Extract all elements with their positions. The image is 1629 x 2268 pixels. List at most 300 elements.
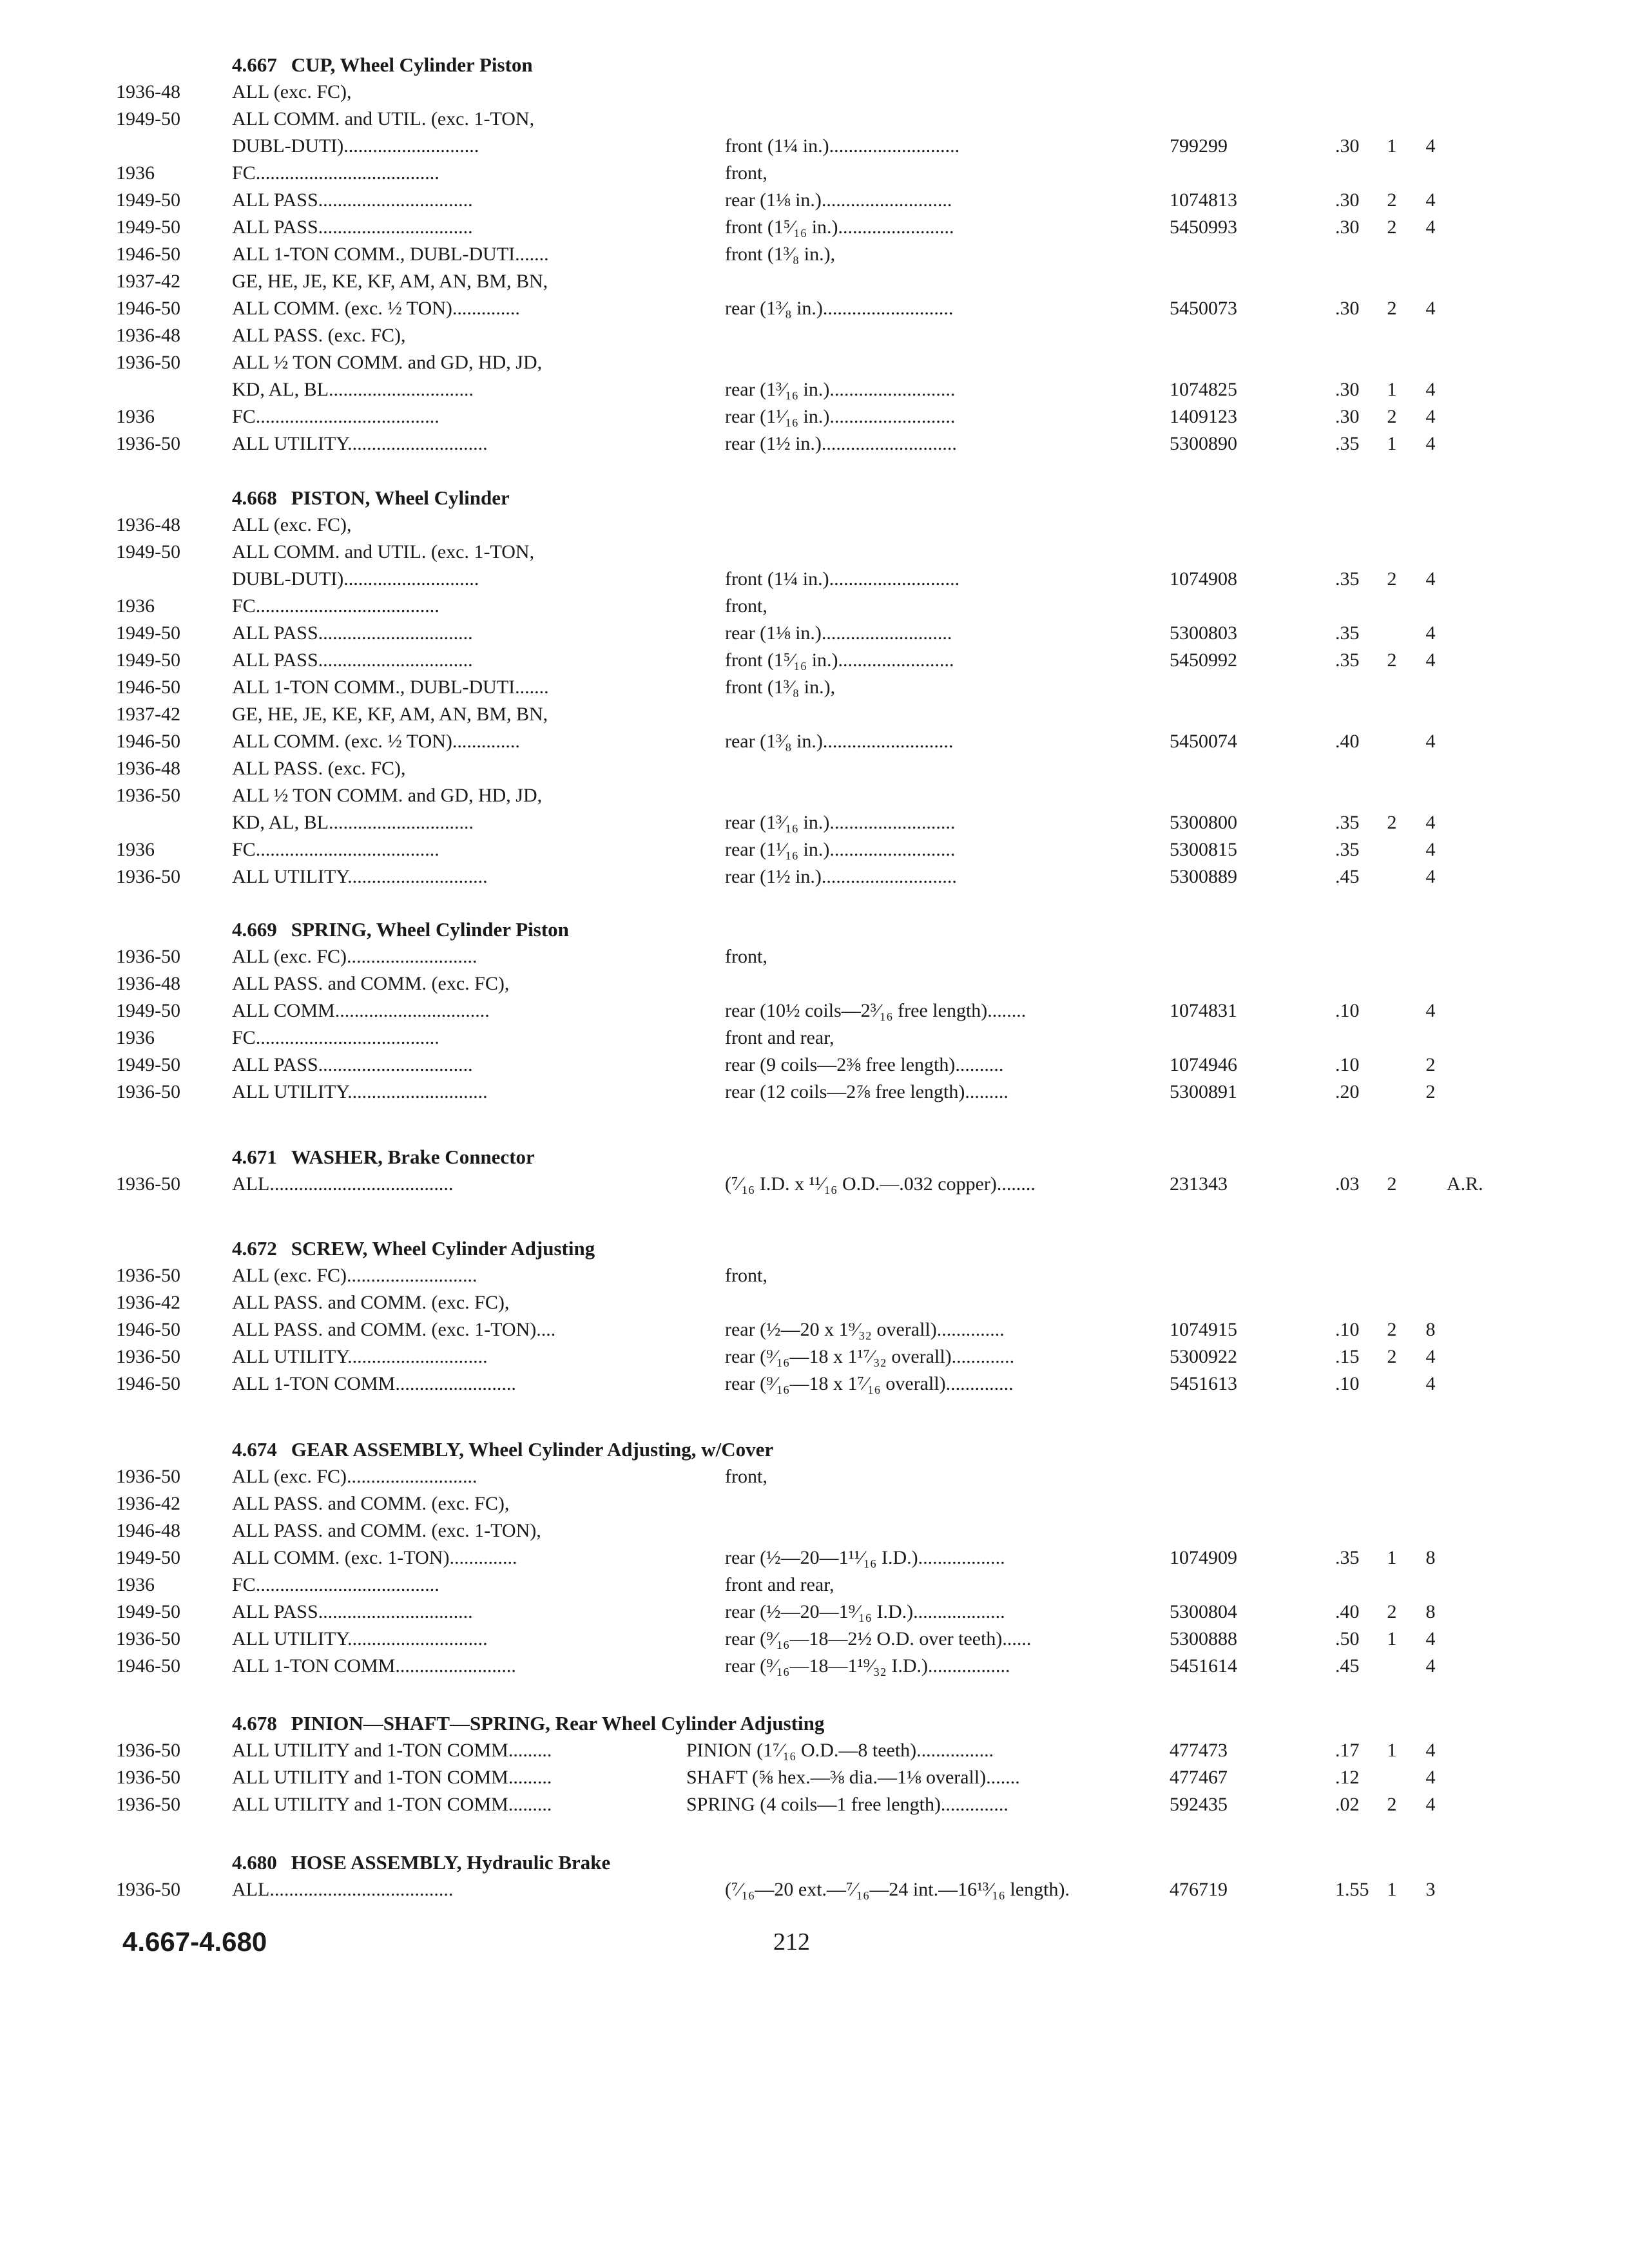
- model-years: 1936: [116, 1574, 155, 1595]
- applicable-models: ALL UTILITY and 1-TON COMM.........: [232, 1767, 552, 1788]
- parts-row: [0, 214, 1629, 241]
- quantity-package: 2: [1387, 1346, 1397, 1367]
- applicable-models: FC......................................: [232, 839, 439, 860]
- quantity-per-vehicle: A.R.: [1447, 1173, 1483, 1195]
- quantity-per-vehicle: 4: [1425, 839, 1436, 860]
- model-years: 1946-50: [116, 298, 180, 319]
- part-description: front (1⁵⁄₁₆ in.)........................: [725, 649, 954, 671]
- list-price: .30: [1335, 216, 1360, 238]
- model-years: 1936: [116, 162, 155, 184]
- model-years: 1936-50: [116, 946, 180, 967]
- quantity-package: 1: [1387, 1628, 1397, 1649]
- parts-row: [0, 160, 1629, 187]
- part-number: 5451614: [1170, 1655, 1237, 1677]
- parts-row: [0, 403, 1629, 430]
- parts-row: [0, 349, 1629, 376]
- applicable-models: ALL UTILITY and 1-TON COMM.........: [232, 1794, 552, 1815]
- part-description: rear (⁹⁄₁₆—18—1¹⁹⁄₃₂ I.D.).................: [725, 1655, 1010, 1677]
- part-description: front,: [725, 162, 767, 184]
- model-years: 1946-50: [116, 1319, 180, 1340]
- applicable-models: ALL UTILITY.............................: [232, 866, 488, 887]
- parts-row: [0, 1262, 1629, 1289]
- applicable-models: DUBL-DUTI)............................: [232, 568, 479, 590]
- applicable-models: ALL PASS................................: [232, 649, 473, 671]
- section-number: 4.669: [232, 918, 277, 941]
- applicable-models: ALL 1-TON COMM., DUBL-DUTI.......: [232, 677, 549, 698]
- list-price: .12: [1335, 1767, 1360, 1788]
- parts-row: [0, 79, 1629, 106]
- quantity-per-vehicle: 4: [1425, 1767, 1436, 1788]
- model-years: 1949-50: [116, 1547, 180, 1568]
- part-description: (⁷⁄₁₆ I.D. x ¹¹⁄₁₆ O.D.—.032 copper)........: [725, 1173, 1036, 1195]
- parts-row: [0, 647, 1629, 674]
- part-number: 5450074: [1170, 731, 1237, 752]
- section-range: 4.667-4.680: [122, 1927, 267, 1957]
- section-title: PINION—SHAFT—SPRING, Rear Wheel Cylinder Adjusting: [291, 1712, 825, 1735]
- part-number: 5300800: [1170, 812, 1237, 833]
- section-number: 4.672: [232, 1237, 277, 1260]
- quantity-package: 1: [1387, 433, 1397, 454]
- quantity-package: 2: [1387, 1601, 1397, 1622]
- section-heading: [232, 1235, 595, 1262]
- parts-row: [0, 1343, 1629, 1370]
- applicable-models: ALL PASS. and COMM. (exc. FC),: [232, 973, 510, 994]
- list-price: .35: [1335, 568, 1360, 590]
- quantity-package: 1: [1387, 1547, 1397, 1568]
- part-number: 5300922: [1170, 1346, 1237, 1367]
- applicable-models: ALL PASS................................: [232, 622, 473, 644]
- applicable-models: DUBL-DUTI)............................: [232, 135, 479, 157]
- parts-row: [0, 1791, 1629, 1818]
- list-price: .10: [1335, 1373, 1360, 1394]
- part-description: front,: [725, 1466, 767, 1487]
- section-heading: [232, 52, 533, 79]
- list-price: .35: [1335, 649, 1360, 671]
- part-number: 5300803: [1170, 622, 1237, 644]
- model-years: 1936-50: [116, 1173, 180, 1195]
- section-heading: [232, 485, 510, 512]
- applicable-models: ALL PASS. and COMM. (exc. FC),: [232, 1493, 510, 1514]
- part-description: rear (1³⁄₈ in.)...........................: [725, 298, 954, 319]
- parts-row: [0, 943, 1629, 970]
- model-years: 1946-48: [116, 1520, 180, 1541]
- quantity-per-vehicle: 4: [1425, 189, 1436, 211]
- quantity-package: 1: [1387, 1879, 1397, 1900]
- quantity-per-vehicle: 4: [1425, 406, 1436, 427]
- part-description: rear (10½ coils—2³⁄₁₆ free length)........: [725, 1000, 1027, 1021]
- section-number: 4.674: [232, 1438, 277, 1461]
- quantity-package: 2: [1387, 406, 1397, 427]
- model-years: 1936: [116, 406, 155, 427]
- quantity-package: 2: [1387, 812, 1397, 833]
- model-years: 1936-50: [116, 1628, 180, 1649]
- part-number: 476719: [1170, 1879, 1228, 1900]
- list-price: .45: [1335, 866, 1360, 887]
- list-price: .50: [1335, 1628, 1360, 1649]
- quantity-per-vehicle: 4: [1425, 568, 1436, 590]
- part-description: front (1⁵⁄₁₆ in.)........................: [725, 216, 954, 238]
- list-price: .15: [1335, 1346, 1360, 1367]
- section-number: 4.667: [232, 53, 277, 76]
- part-description: SHAFT (⅝ hex.—⅜ dia.—1⅛ overall).......: [686, 1767, 1020, 1788]
- parts-row: [0, 863, 1629, 890]
- quantity-per-vehicle: 4: [1425, 379, 1436, 400]
- model-years: 1949-50: [116, 216, 180, 238]
- list-price: .35: [1335, 433, 1360, 454]
- applicable-models: ALL PASS................................: [232, 189, 473, 211]
- parts-row: [0, 620, 1629, 647]
- quantity-per-vehicle: 4: [1425, 216, 1436, 238]
- part-number: 5300815: [1170, 839, 1237, 860]
- quantity-per-vehicle: 4: [1425, 298, 1436, 319]
- applicable-models: ALL COMM. and UTIL. (exc. 1-TON,: [232, 108, 535, 130]
- part-description: rear (1³⁄₈ in.)...........................: [725, 731, 954, 752]
- parts-row: [0, 512, 1629, 539]
- model-years: 1949-50: [116, 622, 180, 644]
- applicable-models: FC......................................: [232, 1027, 439, 1048]
- part-description: rear (½—20—1¹¹⁄₁₆ I.D.)..................: [725, 1547, 1005, 1568]
- list-price: .30: [1335, 189, 1360, 211]
- parts-row: [0, 1571, 1629, 1599]
- list-price: .35: [1335, 622, 1360, 644]
- list-price: .03: [1335, 1173, 1360, 1195]
- parts-row: [0, 1316, 1629, 1343]
- list-price: 1.55: [1335, 1879, 1369, 1900]
- applicable-models: ALL......................................: [232, 1173, 454, 1195]
- applicable-models: ALL COMM................................: [232, 1000, 490, 1021]
- part-description: rear (½—20—1⁹⁄₁₆ I.D.)...................: [725, 1601, 1005, 1622]
- model-years: 1936-48: [116, 325, 180, 346]
- applicable-models: ALL PASS................................: [232, 1054, 473, 1075]
- section-heading: [232, 1710, 824, 1737]
- applicable-models: ALL 1-TON COMM., DUBL-DUTI.......: [232, 244, 549, 265]
- parts-row: [0, 539, 1629, 566]
- parts-row: [0, 970, 1629, 997]
- model-years: 1949-50: [116, 541, 180, 562]
- model-years: 1936-50: [116, 866, 180, 887]
- quantity-per-vehicle: 4: [1425, 433, 1436, 454]
- part-number: 5300891: [1170, 1081, 1237, 1102]
- page-number: 212: [773, 1928, 810, 1956]
- applicable-models: ALL (exc. FC)...........................: [232, 946, 477, 967]
- model-years: 1949-50: [116, 1000, 180, 1021]
- parts-row: [0, 241, 1629, 268]
- applicable-models: ALL UTILITY.............................: [232, 433, 488, 454]
- applicable-models: KD, AL, BL..............................: [232, 812, 474, 833]
- part-description: SPRING (4 coils—1 free length)..............: [686, 1794, 1008, 1815]
- model-years: 1937-42: [116, 704, 180, 725]
- list-price: .10: [1335, 1054, 1360, 1075]
- quantity-per-vehicle: 4: [1425, 1794, 1436, 1815]
- part-description: rear (⁹⁄₁₆—18 x 1⁷⁄₁₆ overall)..............: [725, 1373, 1014, 1394]
- part-number: 5450073: [1170, 298, 1237, 319]
- list-price: .30: [1335, 379, 1360, 400]
- quantity-package: 2: [1387, 649, 1397, 671]
- quantity-per-vehicle: 4: [1425, 1740, 1436, 1761]
- model-years: 1936-48: [116, 758, 180, 779]
- list-price: .02: [1335, 1794, 1360, 1815]
- applicable-models: ALL 1-TON COMM.........................: [232, 1373, 516, 1394]
- section-title: HOSE ASSEMBLY, Hydraulic Brake: [291, 1851, 611, 1874]
- applicable-models: ALL PASS. and COMM. (exc. FC),: [232, 1292, 510, 1313]
- part-number: 592435: [1170, 1794, 1228, 1815]
- parts-row: [0, 1024, 1629, 1052]
- part-description: rear (12 coils—2⅞ free length).........: [725, 1081, 1008, 1102]
- quantity-package: 1: [1387, 1740, 1397, 1761]
- part-description: PINION (1⁷⁄₁₆ O.D.—8 teeth)................: [686, 1740, 994, 1761]
- model-years: 1936-50: [116, 1879, 180, 1900]
- parts-row: [0, 1653, 1629, 1680]
- parts-row: [0, 1171, 1629, 1198]
- part-number: 5300888: [1170, 1628, 1237, 1649]
- quantity-per-vehicle: 4: [1425, 1655, 1436, 1677]
- parts-row: [0, 106, 1629, 133]
- parts-row: [0, 1463, 1629, 1490]
- parts-row: [0, 1052, 1629, 1079]
- section-title: GEAR ASSEMBLY, Wheel Cylinder Adjusting, w/Cover: [291, 1438, 774, 1461]
- applicable-models: GE, HE, JE, KE, KF, AM, AN, BM, BN,: [232, 704, 548, 725]
- part-description: rear (⁹⁄₁₆—18—2½ O.D. over teeth)......: [725, 1628, 1032, 1649]
- applicable-models: FC......................................: [232, 595, 439, 617]
- quantity-per-vehicle: 4: [1425, 1373, 1436, 1394]
- part-description: front (1³⁄₈ in.),: [725, 244, 836, 265]
- part-number: 1409123: [1170, 406, 1237, 427]
- section-heading: [232, 1144, 535, 1171]
- quantity-per-vehicle: 3: [1425, 1879, 1436, 1900]
- applicable-models: ALL UTILITY.............................: [232, 1628, 488, 1649]
- model-years: 1936-50: [116, 1265, 180, 1286]
- list-price: .35: [1335, 812, 1360, 833]
- parts-row: [0, 1289, 1629, 1316]
- quantity-per-vehicle: 4: [1425, 866, 1436, 887]
- applicable-models: ALL COMM. (exc. ½ TON)..............: [232, 731, 520, 752]
- parts-row: [0, 430, 1629, 457]
- part-description: rear (1⅛ in.)...........................: [725, 622, 952, 644]
- quantity-per-vehicle: 2: [1425, 1054, 1436, 1075]
- list-price: .10: [1335, 1000, 1360, 1021]
- list-price: .30: [1335, 298, 1360, 319]
- section-heading: [232, 1436, 773, 1463]
- model-years: 1946-50: [116, 244, 180, 265]
- quantity-per-vehicle: 4: [1425, 731, 1436, 752]
- model-years: 1946-50: [116, 677, 180, 698]
- section-number: 4.671: [232, 1146, 277, 1168]
- applicable-models: GE, HE, JE, KE, KF, AM, AN, BM, BN,: [232, 271, 548, 292]
- parts-row: [0, 1490, 1629, 1517]
- applicable-models: ALL UTILITY.............................: [232, 1346, 488, 1367]
- parts-row: [0, 1876, 1629, 1903]
- quantity-package: 2: [1387, 216, 1397, 238]
- quantity-per-vehicle: 4: [1425, 135, 1436, 157]
- part-description: rear (½—20 x 1⁹⁄₃₂ overall)..............: [725, 1319, 1005, 1340]
- list-price: .40: [1335, 1601, 1360, 1622]
- model-years: 1936-50: [116, 1346, 180, 1367]
- quantity-per-vehicle: 8: [1425, 1547, 1436, 1568]
- model-years: 1936-42: [116, 1292, 180, 1313]
- parts-row: [0, 187, 1629, 214]
- part-description: rear (1³⁄₁₆ in.)..........................: [725, 379, 956, 400]
- model-years: 1946-50: [116, 731, 180, 752]
- model-years: 1936-50: [116, 352, 180, 373]
- quantity-per-vehicle: 4: [1425, 1628, 1436, 1649]
- model-years: 1936-48: [116, 514, 180, 535]
- part-number: 5450993: [1170, 216, 1237, 238]
- list-price: .17: [1335, 1740, 1360, 1761]
- applicable-models: ALL (exc. FC),: [232, 81, 352, 102]
- parts-row: [0, 268, 1629, 295]
- parts-row: [0, 997, 1629, 1024]
- model-years: 1949-50: [116, 189, 180, 211]
- quantity-per-vehicle: 4: [1425, 649, 1436, 671]
- quantity-package: 1: [1387, 379, 1397, 400]
- applicable-models: ALL (exc. FC)...........................: [232, 1265, 477, 1286]
- part-number: 799299: [1170, 135, 1228, 157]
- applicable-models: ALL ½ TON COMM. and GD, HD, JD,: [232, 785, 543, 806]
- applicable-models: ALL PASS................................: [232, 216, 473, 238]
- section-heading: [232, 1849, 610, 1876]
- quantity-package: 1: [1387, 135, 1397, 157]
- model-years: 1936-48: [116, 81, 180, 102]
- quantity-per-vehicle: 4: [1425, 1346, 1436, 1367]
- part-number: 5300804: [1170, 1601, 1237, 1622]
- quantity-package: 2: [1387, 189, 1397, 211]
- parts-row: [0, 1517, 1629, 1544]
- parts-row: [0, 782, 1629, 809]
- model-years: 1936: [116, 839, 155, 860]
- model-years: 1936-50: [116, 433, 180, 454]
- model-years: 1936-50: [116, 1081, 180, 1102]
- applicable-models: ALL PASS. (exc. FC),: [232, 325, 406, 346]
- part-number: 1074813: [1170, 189, 1237, 211]
- quantity-per-vehicle: 8: [1425, 1319, 1436, 1340]
- part-description: front (1¼ in.)...........................: [725, 135, 960, 157]
- quantity-per-vehicle: 2: [1425, 1081, 1436, 1102]
- applicable-models: FC......................................: [232, 406, 439, 427]
- list-price: .10: [1335, 1319, 1360, 1340]
- applicable-models: KD, AL, BL..............................: [232, 379, 474, 400]
- part-number: 477473: [1170, 1740, 1228, 1761]
- model-years: 1949-50: [116, 649, 180, 671]
- model-years: 1946-50: [116, 1373, 180, 1394]
- model-years: 1936-50: [116, 785, 180, 806]
- applicable-models: ALL COMM. (exc. ½ TON)..............: [232, 298, 520, 319]
- model-years: 1937-42: [116, 271, 180, 292]
- model-years: 1936-42: [116, 1493, 180, 1514]
- part-number: 5300890: [1170, 433, 1237, 454]
- part-description: front (1³⁄₈ in.),: [725, 677, 836, 698]
- part-description: rear (1⅛ in.)...........................: [725, 189, 952, 211]
- part-number: 1074825: [1170, 379, 1237, 400]
- section-number: 4.668: [232, 486, 277, 509]
- list-price: .30: [1335, 406, 1360, 427]
- quantity-per-vehicle: 8: [1425, 1601, 1436, 1622]
- part-number: 1074831: [1170, 1000, 1237, 1021]
- model-years: 1936: [116, 595, 155, 617]
- quantity-package: 2: [1387, 298, 1397, 319]
- part-number: 1074915: [1170, 1319, 1237, 1340]
- part-description: front,: [725, 946, 767, 967]
- parts-row: [0, 1370, 1629, 1398]
- part-number: 1074909: [1170, 1547, 1237, 1568]
- quantity-package: 2: [1387, 1173, 1397, 1195]
- parts-row: [0, 295, 1629, 322]
- part-number: 1074908: [1170, 568, 1237, 590]
- applicable-models: ALL PASS. and COMM. (exc. 1-TON),: [232, 1520, 541, 1541]
- list-price: .35: [1335, 1547, 1360, 1568]
- quantity-per-vehicle: 4: [1425, 1000, 1436, 1021]
- part-description: (⁷⁄₁₆—20 ext.—⁷⁄₁₆—24 int.—16¹³⁄₁₆ length).: [725, 1879, 1070, 1900]
- applicable-models: ALL COMM. (exc. 1-TON)..............: [232, 1547, 517, 1568]
- list-price: .40: [1335, 731, 1360, 752]
- parts-row: [0, 1599, 1629, 1626]
- part-description: rear (⁹⁄₁₆—18 x 1¹⁷⁄₃₂ overall).............: [725, 1346, 1015, 1367]
- applicable-models: ALL 1-TON COMM.........................: [232, 1655, 516, 1677]
- part-description: front,: [725, 1265, 767, 1286]
- section-title: CUP, Wheel Cylinder Piston: [291, 53, 533, 76]
- part-description: rear (9 coils—2⅜ free length)..........: [725, 1054, 1004, 1075]
- part-number: 477467: [1170, 1767, 1228, 1788]
- quantity-per-vehicle: 4: [1425, 812, 1436, 833]
- model-years: 1949-50: [116, 1601, 180, 1622]
- quantity-package: 2: [1387, 1319, 1397, 1340]
- list-price: .20: [1335, 1081, 1360, 1102]
- parts-row: [0, 809, 1629, 836]
- parts-row: [0, 836, 1629, 863]
- parts-row: [0, 1737, 1629, 1764]
- part-description: rear (1½ in.)............................: [725, 433, 957, 454]
- quantity-per-vehicle: 4: [1425, 622, 1436, 644]
- part-number: 5450992: [1170, 649, 1237, 671]
- model-years: 1936-50: [116, 1794, 180, 1815]
- parts-row: [0, 593, 1629, 620]
- parts-row: [0, 1079, 1629, 1106]
- applicable-models: FC......................................: [232, 1574, 439, 1595]
- parts-row: [0, 728, 1629, 755]
- parts-row: [0, 1764, 1629, 1791]
- model-years: 1946-50: [116, 1655, 180, 1677]
- applicable-models: FC......................................: [232, 162, 439, 184]
- part-number: 231343: [1170, 1173, 1228, 1195]
- parts-row: [0, 1544, 1629, 1571]
- applicable-models: ALL (exc. FC),: [232, 514, 352, 535]
- parts-row: [0, 376, 1629, 403]
- section-heading: [232, 916, 569, 943]
- part-description: front,: [725, 595, 767, 617]
- applicable-models: ALL ½ TON COMM. and GD, HD, JD,: [232, 352, 543, 373]
- section-title: PISTON, Wheel Cylinder: [291, 486, 510, 509]
- model-years: 1936-50: [116, 1767, 180, 1788]
- parts-row: [0, 755, 1629, 782]
- quantity-package: 2: [1387, 1794, 1397, 1815]
- applicable-models: ALL COMM. and UTIL. (exc. 1-TON,: [232, 541, 535, 562]
- part-number: 5451613: [1170, 1373, 1237, 1394]
- parts-row: [0, 1626, 1629, 1653]
- list-price: .30: [1335, 135, 1360, 157]
- list-price: .45: [1335, 1655, 1360, 1677]
- applicable-models: ALL......................................: [232, 1879, 454, 1900]
- part-description: front (1¼ in.)...........................: [725, 568, 960, 590]
- applicable-models: ALL PASS. (exc. FC),: [232, 758, 406, 779]
- part-description: rear (1½ in.)............................: [725, 866, 957, 887]
- quantity-package: 2: [1387, 568, 1397, 590]
- section-title: SPRING, Wheel Cylinder Piston: [291, 918, 569, 941]
- applicable-models: ALL UTILITY.............................: [232, 1081, 488, 1102]
- applicable-models: ALL UTILITY and 1-TON COMM.........: [232, 1740, 552, 1761]
- applicable-models: ALL PASS. and COMM. (exc. 1-TON)....: [232, 1319, 556, 1340]
- parts-row: [0, 566, 1629, 593]
- part-number: 1074946: [1170, 1054, 1237, 1075]
- model-years: 1949-50: [116, 108, 180, 130]
